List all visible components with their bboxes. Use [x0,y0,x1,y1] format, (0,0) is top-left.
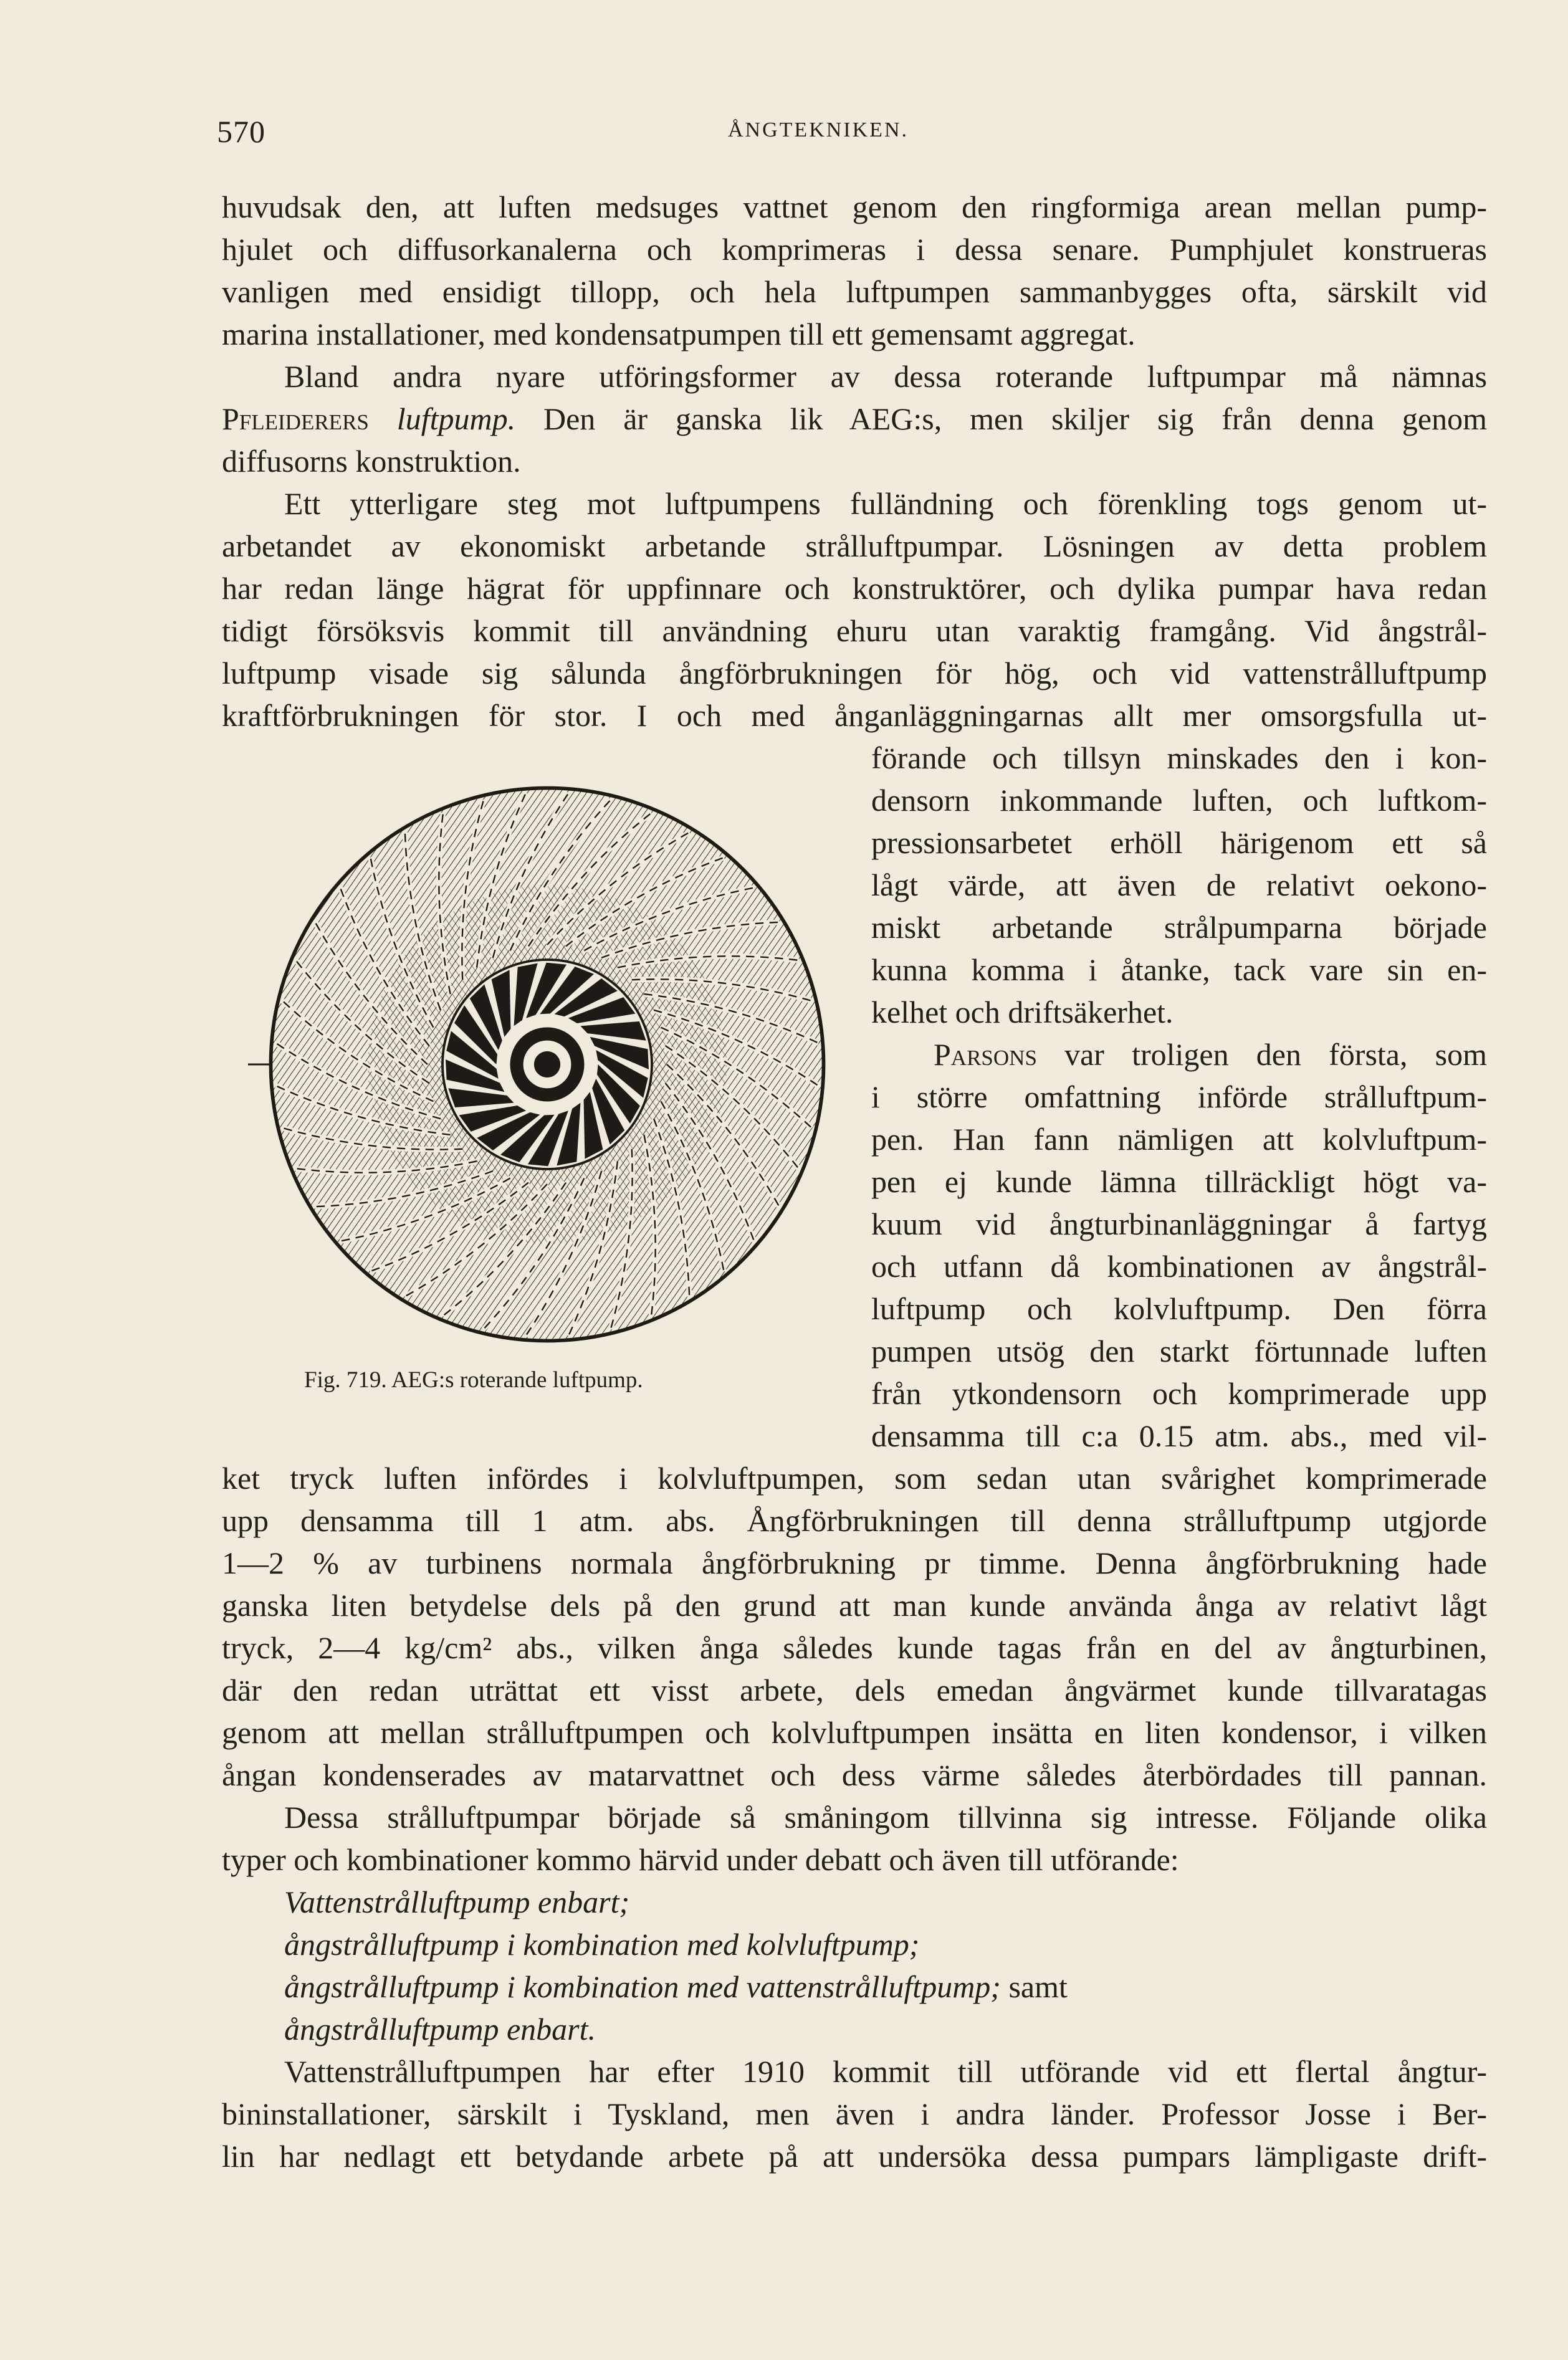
text-line: typer och kombinationer kommo härvid under debatt och även till utförande: [222,1842,1179,1877]
text-line: diffusorns konstruktion. [222,444,521,479]
text-line: Ett ytterligare steg mot luftpumpens fulländning och förenkling togs genom ut- [284,486,1487,521]
author-name: Parsons [934,1037,1037,1072]
text-line: kraftförbrukningen för stor. I och med ånganläggningarnas allt mer omsorgsfulla ut- [222,698,1487,733]
text-line: ganska liten betydelse dels på den grund att man kunde använda ånga av relativt lågt [222,1588,1487,1623]
text-fragment: var troligen den första, som [1036,1037,1487,1072]
list-item [284,1968,1487,2005]
figure-caption: Fig. 719. AEG:s roterande luftpump. [304,1367,643,1393]
text-line: där den redan uträttat ett visst arbete, dels emedan ångvärmet kunde tillvaratagas [222,1673,1487,1708]
text-fragment: Den är ganska lik AEG:s, men skiljer sig från denna genom [515,401,1487,436]
text-fragment: samt [1000,1969,1068,2004]
list-item-italic: ångstrålluftpump i kombination med vattenstrålluftpump; [284,1969,1001,2004]
text-line: från ytkondensorn och komprimerade upp [871,1376,1487,1411]
page-number: 570 [217,114,265,149]
text-line: ångan kondenserades av matarvattnet och dess värme således återbördades till pannan. [222,1757,1487,1792]
text-line: genom att mellan strålluftpumpen och kolvluftpumpen insätta en liten kondensor, i vilken [222,1715,1487,1750]
text-line: miskt arbetande strålpumparna började [871,910,1487,945]
text-line: huvudsak den, att luften medsuges vattnet genom den ringformiga arean mellan pump- [222,189,1487,224]
text-line: tidigt försöksvis kommit till användning ehuru utan varaktig framgång. Vid ångstrål- [222,613,1487,648]
text-line: förande och tillsyn minskades den i kon- [871,740,1487,775]
text-line: upp densamma till 1 atm. abs. Ångförbrukningen till denna strålluftpump utgjorde [222,1503,1487,1538]
shaft [534,1051,560,1077]
text-line: densorn inkommande luften, och luftkom- [871,783,1487,818]
text-line: 1—2 % av turbinens normala ångförbrukning pr timme. Denna ångförbrukning hade [222,1545,1487,1580]
text-line: Dessa strålluftpumpar började så småningom tillvinna sig intresse. Följande olika [284,1800,1487,1835]
text-line: arbetandet av ekonomiskt arbetande strålluftpumpar. Lösningen av detta problem [222,528,1487,563]
text-line: pen ej kunde lämna tillräckligt högt va- [871,1164,1487,1199]
list-item: ångstrålluftpump enbart. [284,2012,596,2047]
text-line: Bland andra nyare utföringsformer av dessa roterande luftpumpar må nämnas [284,359,1487,394]
text-line: har redan länge hägrat för uppfinnare och konstruktörer, och dylika pumpar hava redan [222,571,1487,606]
list-item: ångstrålluftpump i kombination med kolvluftpump; [284,1927,920,1962]
text-line: Vattenstrålluftpumpen har efter 1910 kommit till utförande vid ett flertal ångtur- [284,2054,1487,2089]
text-line: luftpump visade sig sålunda ångförbrukningen för hög, och vid vattenstrålluftpump [222,656,1487,690]
list-item: Vattenstrålluftpump enbart; [284,1885,630,1919]
text-line: tryck, 2—4 kg/cm² abs., vilken ånga således kunde tagas från en del av ångturbinen, [222,1630,1487,1665]
text-line: kunna komma i åtanke, tack vare sin en- [871,952,1487,987]
running-title: ÅNGTEKNIKEN. [728,118,909,141]
text-line [222,400,1487,437]
text-line: pen. Han fann nämligen att kolvluftpum- [871,1122,1487,1157]
text-line: lin har nedlagt ett betydande arbete på att undersöka dessa pumpars lämpligaste drift- [222,2139,1487,2174]
text-line: lågt värde, att även de relativt oekono- [871,867,1487,902]
text-line: kelhet och driftsäkerhet. [871,995,1174,1030]
text-line: pressionsarbetet erhöll härigenom ett så [871,825,1487,860]
text-line: pumpen utsög den starkt förtunnade luften [871,1334,1487,1369]
text-line: ket tryck luften infördes i kolvluftpumpen, som sedan utan svårighet komprimerade [222,1461,1487,1496]
text-line: luftpump och kolvluftpump. Den förra [871,1291,1487,1326]
text-line: densamma till c:a 0.15 atm. abs., med vil- [871,1418,1487,1453]
text-line: vanligen med ensidigt tillopp, och hela luftpumpen sammanbygges ofta, särskilt vid [222,274,1487,309]
text-line: i större omfattning införde strålluftpum- [871,1079,1487,1114]
text-line: hjulet och diffusorkanalerna och komprimeras i dessa senare. Pumphjulet konstrueras [222,232,1487,267]
text-line [934,1036,1487,1073]
rotary-air-pump-figure [248,765,846,1364]
text-line: kuum vid ångturbinanläggningar å fartyg [871,1206,1487,1241]
text-line: och utfann då kombinationen av ångstrål- [871,1249,1487,1284]
text-line: bininstallationer, särskilt i Tyskland, men även i andra länder. Professor Josse i Ber- [222,2096,1487,2131]
author-name: Pfleiderers [222,401,369,436]
italic-term: luftpump. [396,401,516,436]
text-line: marina installationer, med kondensatpumpen till ett gemensamt aggregat. [222,317,1135,351]
